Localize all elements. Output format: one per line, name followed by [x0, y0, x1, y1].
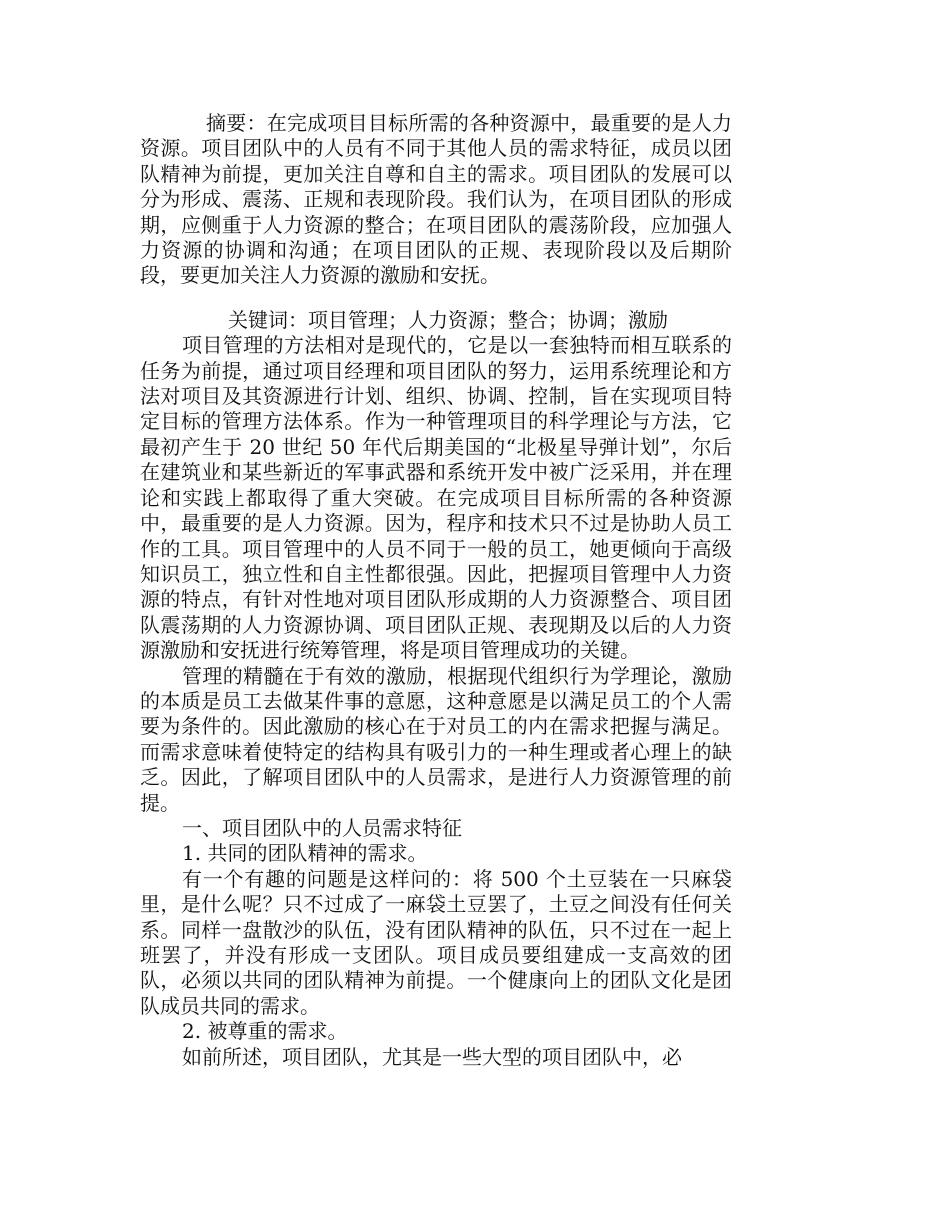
body-paragraph-continued: 如前所述，项目团队，尤其是一些大型的项目团队中，必 — [182, 1044, 682, 1069]
body-paragraph-intro: 项目管理的方法相对是现代的，它是以一套独特而相互联系的任务为前提，通过项目经理和项目团队的努力，运用系统理论和方法对项目及其资源进行计划、组织、协调、控制，旨在实现项目特定目标的管理方法体系。作为一种管理项目的科学理论与方法，它最初产生于 20 世纪 50 年代后期美国的“北极星导弹计划”，尔后在建筑业和某些新近的军事武器和系统开发中被广泛采用，并在理论和实践上都取得了重大突破。在完成项目目标所需的各种资源中，最重要的是人力资源。因为，程序和技术只不过是协助人员工作的工具。项目管理中的人员不同于一般的员工，她更倾向于高级知识员工，独立性和自主性都很强。因此，把握项目管理中人力资源的特点，有针对性地对项目团队形成期的人力资源整合、项目团队震荡期的人力资源协调、项目团队正规、表现期及以后的人力资源激励和安抚进行统筹管理，将是项目管理成功的关键。 — [140, 333, 732, 663]
subheading-2: 2. 被尊重的需求。 — [182, 1019, 348, 1044]
body-paragraph-potatoes: 有一个有趣的问题是这样问的：将 500 个土豆装在一只麻袋里，是什么呢？只不过成了一麻袋土豆罢了，土豆之间没有任何关系。同样一盘散沙的队伍，没有团队精神的队伍，只不过在一起上班罢了，并没有形成一支团队。项目成员要组建成一支高效的团队，必须以共同的团队精神为前提。一个健康向上的团队文化是团队成员共同的需求。 — [140, 866, 732, 1018]
document-page — [140, 111, 732, 1070]
subheading-1: 1. 共同的团队精神的需求。 — [182, 841, 428, 866]
body-paragraph-motivation: 管理的精髓在于有效的激励，根据现代组织行为学理论，激励的本质是员工去做某件事的意愿，这种意愿是以满足员工的个人需要为条件的。因此激励的核心在于对员工的内在需求把握与满足。而需求意味着使特定的结构具有吸引力的一种生理或者心理上的缺乏。因此，了解项目团队中的人员需求，是进行人力资源管理的前提。 — [140, 663, 732, 815]
abstract-paragraph: 摘要：在完成项目目标所需的各种资源中，最重要的是人力资源。项目团队中的人员有不同于其他人员的需求特征，成员以团队精神为前提，更加关注自尊和自主的需求。项目团队的发展可以分为形成、震荡、正规和表现阶段。我们认为，在项目团队的形成期，应侧重于人力资源的整合；在项目团队的震荡阶段，应加强人力资源的协调和沟通；在项目团队的正规、表现阶段以及后期阶段，要更加关注人力资源的激励和安抚。 — [140, 111, 732, 288]
section-heading-1: 一、项目团队中的人员需求特征 — [182, 815, 462, 840]
keywords-line: 关键词：项目管理；人力资源；整合；协调；激励 — [228, 307, 668, 332]
